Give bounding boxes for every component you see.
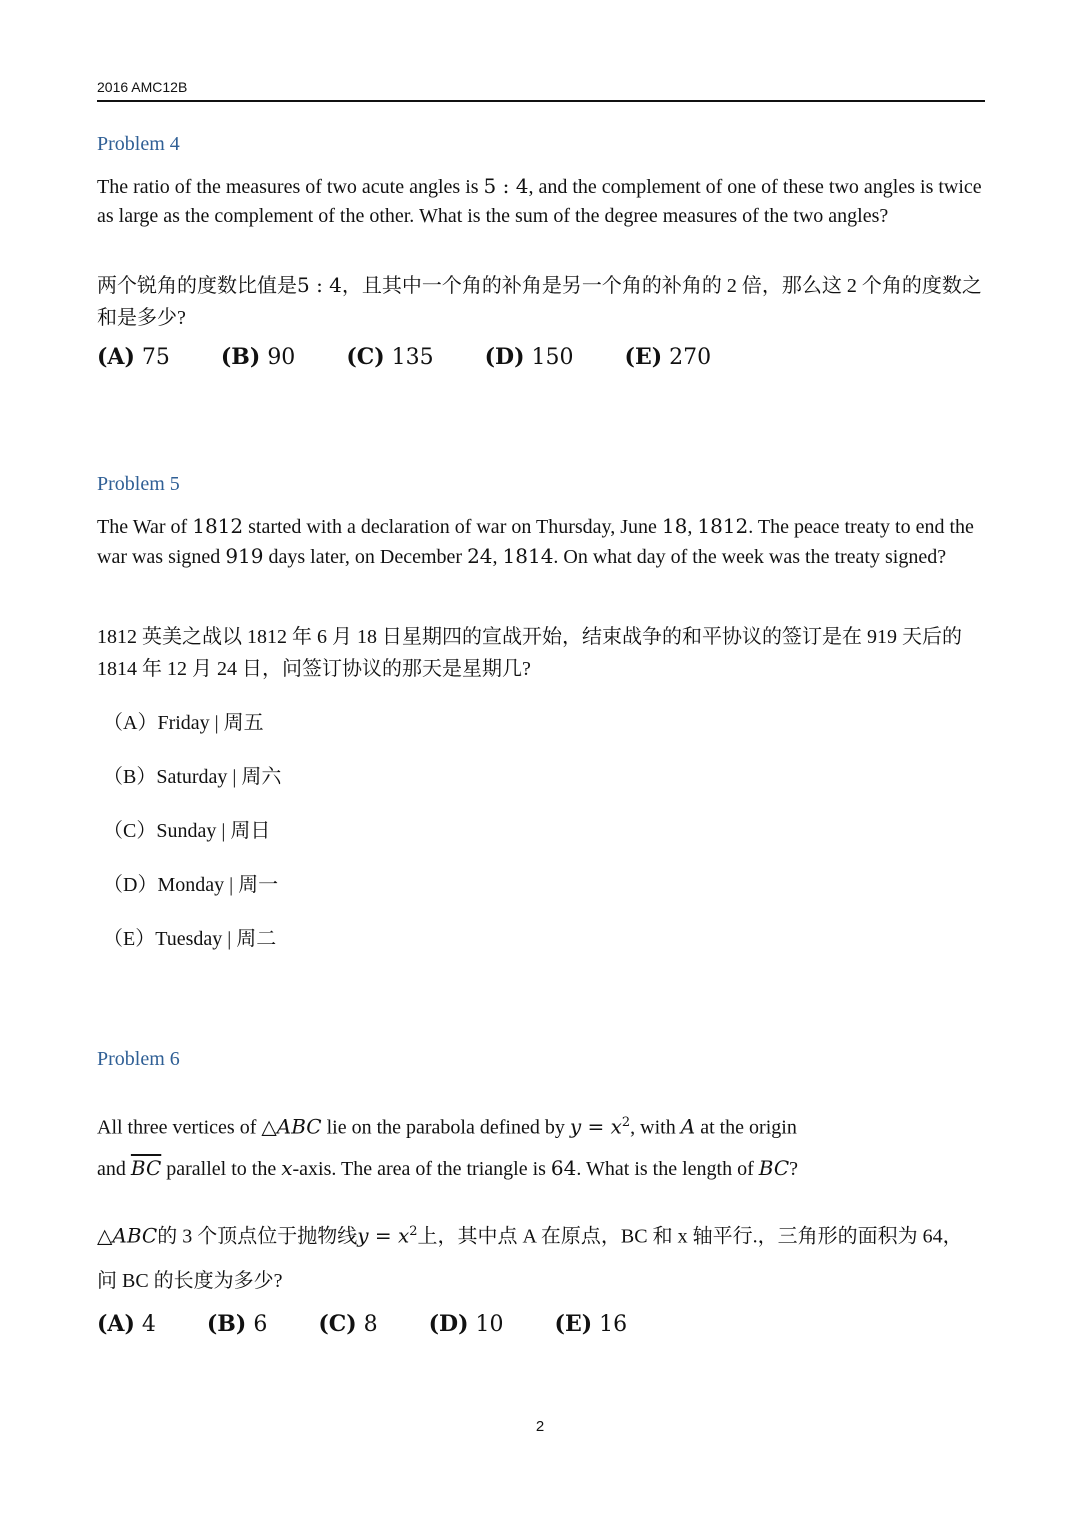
- problem-5-title: Problem 5: [97, 473, 180, 495]
- option-c: （C）Sunday | 周日: [103, 820, 271, 842]
- choice-b: (B) 90: [220, 344, 296, 370]
- choice-d: (D) 150: [484, 344, 574, 370]
- choice-c: (C) 135: [346, 344, 434, 370]
- choice-b: (B) 6: [206, 1311, 268, 1337]
- problem-4-chinese-text: 两个锐角的度数比值是5 : 4，且其中一个角的补角是另一个角的补角的 2 倍，那么这 2 个角的度数之和是多少?: [97, 273, 982, 329]
- problem-4-answer-choices: [97, 344, 755, 370]
- option-b: （B）Saturday | 周六: [103, 766, 282, 788]
- problem-5-chinese-text: 1812 英美之战以 1812 年 6 月 18 日星期四的宣战开始，结束战争的和平协议的签订是在 919 天后的 1814 年 12 月 24 日，问签订协议的那天是星期几?: [97, 626, 962, 680]
- problem-4-english-text: The ratio of the measures of two acute angles is 5 : 4, and the complement of one of these two angles is twice as large as the complement of the other. What is the sum of the degree measures of the two angles?: [97, 174, 982, 227]
- problem-6-chinese-text: △ABC的 3 个顶点位于抛物线$y = x^2$上，其中点 A 在原点，BC 和 x 轴平行.，三角形的面积为 64，问 BC 的长度为多少?: [97, 1223, 963, 1292]
- page-number: 2: [535, 1418, 545, 1435]
- problem-4-title: Problem 4: [97, 133, 180, 155]
- problem-6-english-text: All three vertices of △ABC lie on the parabola defined by $y = x^2$, with A at the origin and $\overline{BC}$ parallel to the x-axis. The area of the triangle is 64. What is the length of BC?: [97, 1114, 799, 1180]
- page-header: [97, 78, 985, 102]
- problem-6-title: Problem 6: [97, 1048, 180, 1070]
- problem-6-answer-choices: [97, 1311, 671, 1337]
- choice-e: (E) 270: [624, 344, 712, 370]
- choice-e: (E) 16: [554, 1311, 628, 1337]
- header-title: 2016 AMC12B: [97, 79, 188, 95]
- choice-a: (A) 75: [97, 344, 170, 370]
- choice-c: (C) 8: [318, 1311, 378, 1337]
- option-d: （D）Monday | 周一: [103, 874, 279, 896]
- choice-d: (D) 10: [428, 1311, 504, 1337]
- choice-a: (A) 4: [97, 1311, 156, 1337]
- option-e: （E）Tuesday | 周二: [103, 928, 277, 950]
- problem-5-english-text: The War of 1812 started with a declaration of war on Thursday, June 18, 1812. The peace treaty to end the war was signed 919 days later, on December 24, 1814. On what day of the week was the treaty signed?: [97, 514, 974, 568]
- option-a: （A）Friday | 周五: [103, 712, 264, 734]
